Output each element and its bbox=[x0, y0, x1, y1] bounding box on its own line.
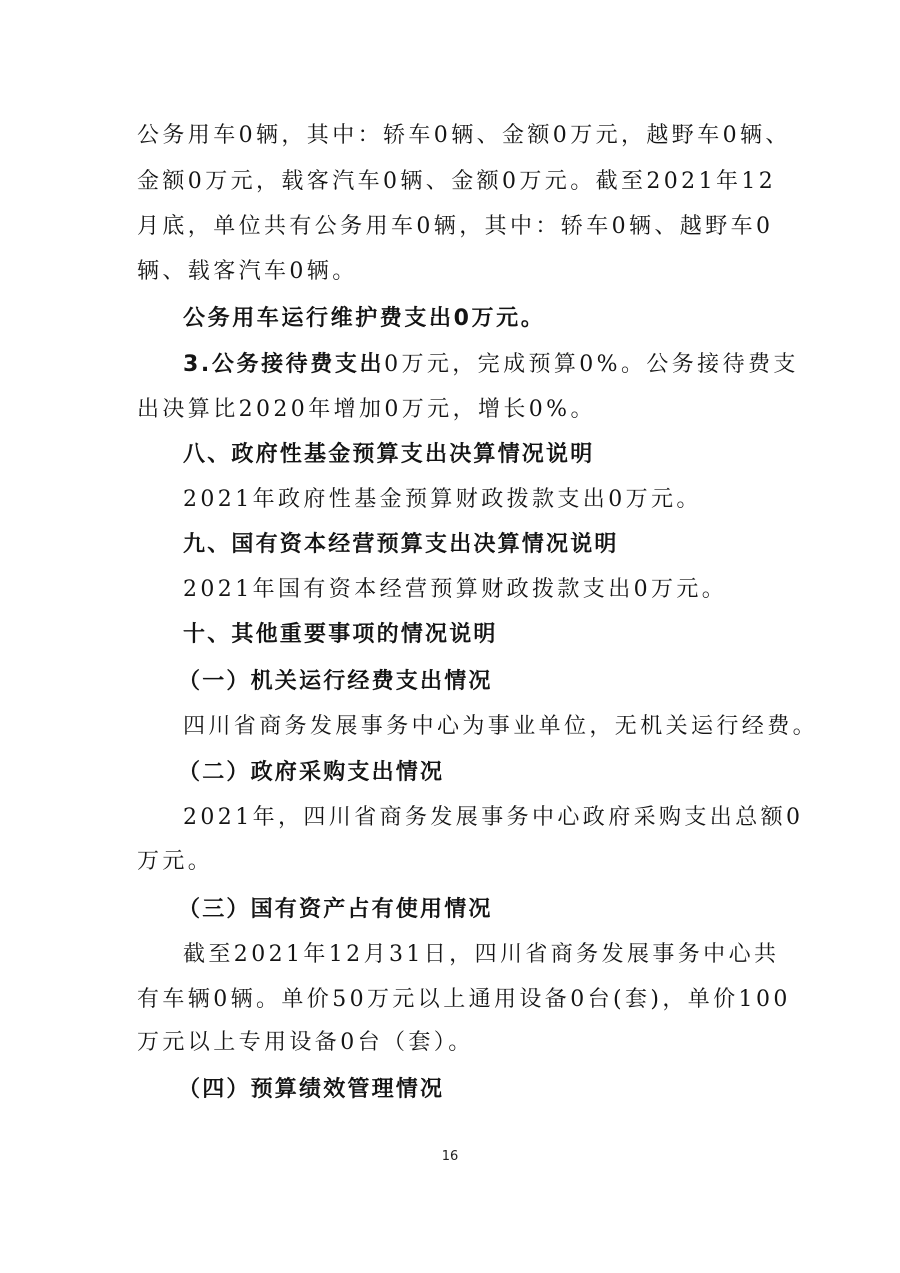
text-line: 2021年，四川省商务发展事务中心政府采购支出总额0 bbox=[183, 805, 804, 830]
sub-heading-3: （三）国有资产占有使用情况 bbox=[178, 897, 493, 922]
section-heading-8: 八、政府性基金预算支出决算情况说明 bbox=[183, 442, 595, 467]
text-line: 出决算比2020年增加0万元，增长0%。 bbox=[137, 397, 596, 422]
numbered-item-text: 0万元，完成预算0%。公务接待费支 bbox=[384, 352, 799, 377]
text-line: 有车辆0辆。单价50万元以上通用设备0台(套)，单价100 bbox=[137, 987, 791, 1012]
text-line: 月底，单位共有公务用车0辆，其中：轿车0辆、越野车0 bbox=[137, 214, 774, 239]
text-line: 2021年政府性基金预算财政拨款支出0万元。 bbox=[183, 487, 702, 512]
sub-heading-2: （二）政府采购支出情况 bbox=[178, 760, 445, 785]
text-line: 公务用车0辆，其中：轿车0辆、金额0万元，越野车0辆、 bbox=[137, 123, 791, 148]
numbered-item-3 bbox=[183, 350, 799, 380]
numbered-item-label: 3.公务接待费支出 bbox=[183, 352, 385, 377]
text-line: 四川省商务发展事务中心为事业单位，无机关运行经费。 bbox=[183, 714, 819, 739]
text-line: 金额0万元，载客汽车0辆、金额0万元。截至2021年12 bbox=[137, 169, 777, 194]
text-line: 辆、载客汽车0辆。 bbox=[137, 259, 358, 284]
text-line: 截至2021年12月31日，四川省商务发展事务中心共 bbox=[183, 942, 780, 967]
section-heading-9: 九、国有资本经营预算支出决算情况说明 bbox=[183, 532, 619, 557]
text-line: 万元以上专用设备0台（套）。 bbox=[137, 1030, 474, 1055]
page-number: 16 bbox=[441, 1149, 459, 1164]
section-heading-10: 十、其他重要事项的情况说明 bbox=[183, 622, 498, 647]
bold-statement: 公务用车运行维护费支出0万元。 bbox=[183, 306, 546, 331]
sub-heading-4: （四）预算绩效管理情况 bbox=[178, 1077, 445, 1102]
sub-heading-1: （一）机关运行经费支出情况 bbox=[178, 669, 493, 694]
text-line: 2021年国有资本经营预算财政拨款支出0万元。 bbox=[183, 577, 728, 602]
text-line: 万元。 bbox=[137, 849, 214, 874]
